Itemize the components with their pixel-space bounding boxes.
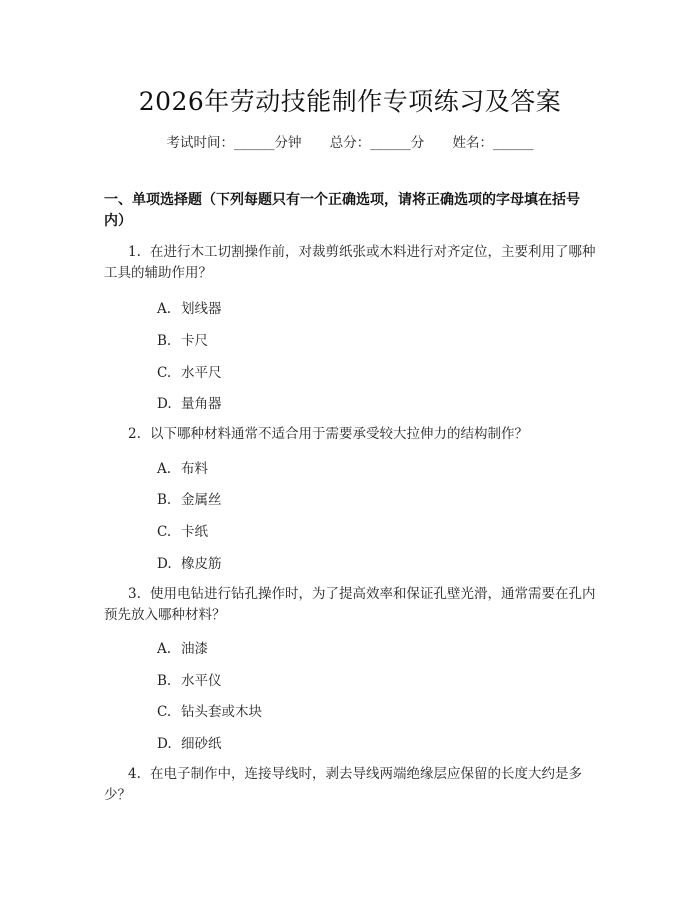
option-letter: D. (157, 736, 172, 752)
option-3a (157, 637, 208, 657)
student-name-label: 姓名： (452, 135, 494, 151)
question-text: 在电子制作中，连接导线时，剥去导线两端绝缘层应保留的长度大约是多少？ (104, 766, 582, 803)
option-letter: A. (157, 461, 172, 477)
option-text: 金属丝 (181, 492, 222, 508)
option-letter: B. (157, 673, 172, 689)
option-1b (157, 329, 208, 349)
section-heading: 一、单项选择题（下列每题只有一个正确选项，请将正确选项的字母填在括号内） (104, 192, 580, 229)
option-1a (157, 297, 222, 317)
question-2 (104, 424, 600, 445)
option-text: 布料 (181, 461, 208, 477)
total-score-unit: 分 (410, 135, 425, 151)
option-letter: C. (157, 524, 172, 540)
option-text: 橡皮筋 (181, 556, 222, 572)
total-score-label: 总分： (329, 135, 371, 151)
page-title: 2026年劳动技能制作专项练习及答案 (138, 87, 562, 116)
option-2d (157, 552, 222, 572)
option-text: 钻头套或木块 (181, 704, 262, 720)
option-3b (157, 669, 222, 689)
option-letter: A. (157, 301, 172, 317)
question-number: 4. (128, 766, 141, 782)
option-letter: D. (157, 396, 172, 412)
option-text: 卡尺 (181, 333, 208, 349)
option-text: 细砂纸 (181, 736, 222, 752)
student-name-blank: ______ (493, 135, 534, 151)
exam-meta (0, 131, 700, 151)
question-text: 使用电钻进行钻孔操作时，为了提高效率和保证孔壁光滑，通常需要在孔内预先放入哪种材料？ (104, 586, 596, 623)
option-letter: C. (157, 704, 172, 720)
option-3c (157, 700, 262, 720)
option-text: 卡纸 (181, 524, 208, 540)
option-text: 水平尺 (181, 365, 222, 381)
exam-time-blank: ______ (233, 135, 275, 151)
question-number: 2. (128, 426, 141, 442)
option-2b (157, 488, 222, 508)
option-letter: B. (157, 492, 172, 508)
option-text: 水平仪 (181, 673, 222, 689)
question-4 (104, 764, 600, 806)
question-number: 3. (128, 586, 141, 602)
question-number: 1. (128, 244, 141, 260)
total-score-blank: ______ (370, 135, 411, 151)
option-2c (157, 520, 208, 540)
option-1c (157, 361, 222, 381)
question-text: 以下哪种材料通常不适合用于需要承受较大拉伸力的结构制作？ (150, 426, 528, 442)
option-letter: D. (157, 556, 172, 572)
option-letter: A. (157, 641, 172, 657)
option-text: 量角器 (181, 396, 222, 412)
option-text: 划线器 (181, 301, 222, 317)
exam-time-label: 考试时间： (166, 135, 234, 151)
question-text: 在进行木工切割操作前，对裁剪纸张或木料进行对齐定位，主要利用了哪种工具的辅助作用？ (104, 244, 596, 281)
question-3 (104, 584, 600, 626)
total-score-field (330, 131, 425, 151)
exam-time-field (166, 131, 301, 151)
exam-time-unit: 分钟 (274, 135, 302, 151)
option-3d (157, 732, 222, 752)
student-name-field (453, 131, 534, 151)
option-text: 油漆 (181, 641, 208, 657)
option-letter: C. (157, 365, 172, 381)
question-1 (104, 242, 600, 284)
option-1d (157, 392, 222, 412)
option-letter: B. (157, 333, 172, 349)
option-2a (157, 457, 208, 477)
